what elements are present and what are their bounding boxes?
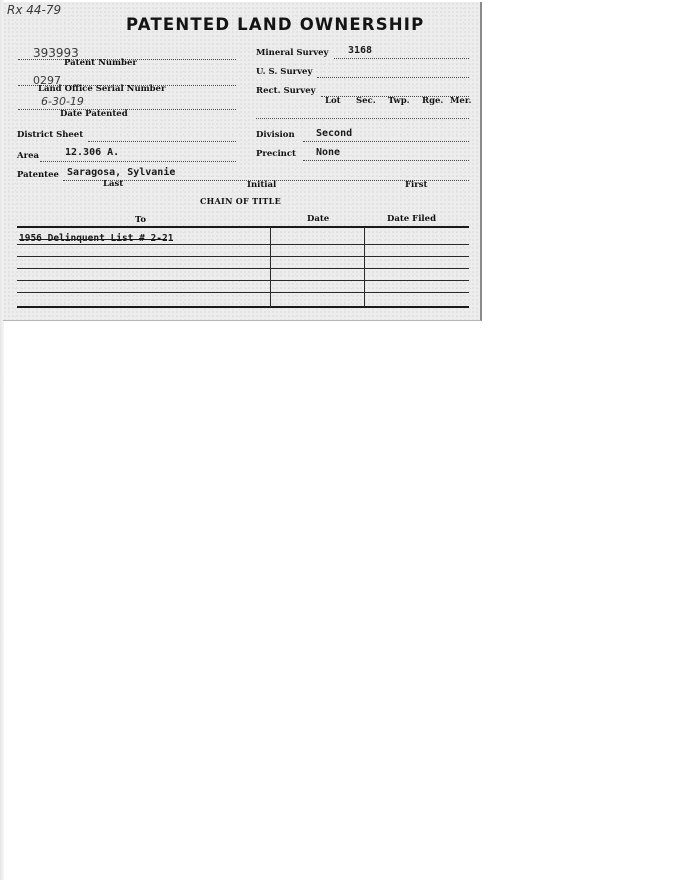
chain-row-rule-1 (17, 244, 469, 245)
patentee-last-label: Last (103, 179, 124, 189)
rect-col-sec: Sec. (356, 96, 376, 106)
serial-number-value: 0297 (33, 74, 61, 87)
precinct-line (303, 160, 469, 161)
chain-row-rule-5 (17, 292, 469, 293)
chain-row-rule-4 (17, 280, 469, 281)
patentee-initial-label: Initial (247, 180, 277, 190)
chain-row-rule-3 (17, 268, 469, 269)
division-value: Second (316, 128, 353, 139)
rect-survey-values-line (256, 118, 469, 119)
chain-table-bottom-rule (17, 306, 469, 308)
chain-of-title-heading: CHAIN OF TITLE (200, 196, 281, 206)
rect-col-rge: Rge. (422, 96, 444, 106)
chain-row-rule-2 (17, 256, 469, 257)
us-survey-line (317, 77, 469, 78)
date-patented-value: 6-30-19 (41, 95, 84, 108)
area-label: Area (17, 151, 39, 161)
chain-table-top-rule (17, 226, 469, 228)
mineral-survey-label: Mineral Survey (256, 48, 329, 58)
area-value: 12.306 A. (65, 147, 120, 158)
rect-survey-label: Rect. Survey (256, 86, 316, 96)
mineral-survey-line (334, 58, 469, 59)
mineral-survey-value: 3168 (348, 45, 373, 56)
rect-col-lot: Lot (325, 96, 341, 106)
division-line (303, 141, 469, 142)
patentee-label: Patentee (17, 170, 59, 180)
patent-number-label: Patent Number (64, 58, 137, 68)
district-sheet-line (88, 141, 236, 142)
division-label: Division (256, 130, 295, 140)
us-survey-label: U. S. Survey (256, 67, 313, 77)
patent-number-value: 393993 (33, 46, 79, 60)
date-patented-label: Date Patented (60, 109, 128, 119)
chain-row-1-to: 1956 Delinquent List # 2-21 (19, 233, 174, 244)
card-title: PATENTED LAND OWNERSHIP (126, 15, 425, 34)
patentee-value: Saragosa, Sylvanie (67, 167, 176, 178)
column-header-date-filed: Date Filed (387, 214, 437, 224)
column-header-to: To (135, 215, 147, 225)
patentee-first-label: First (405, 180, 428, 190)
serial-number-label: Land Office Serial Number (38, 84, 166, 94)
rect-col-mer: Mer. (450, 96, 472, 106)
precinct-label: Precinct (256, 149, 296, 159)
land-ownership-card (3, 2, 482, 321)
column-header-date: Date (307, 214, 330, 224)
corner-note: Rx 44-79 (7, 3, 62, 17)
area-line (40, 161, 236, 162)
precinct-value: None (316, 147, 341, 158)
rect-col-twp: Twp. (388, 96, 410, 106)
chain-row-1-strike (19, 239, 167, 240)
chain-column-divider-2 (364, 227, 365, 307)
chain-column-divider-1 (270, 227, 271, 307)
district-sheet-label: District Sheet (17, 130, 84, 140)
